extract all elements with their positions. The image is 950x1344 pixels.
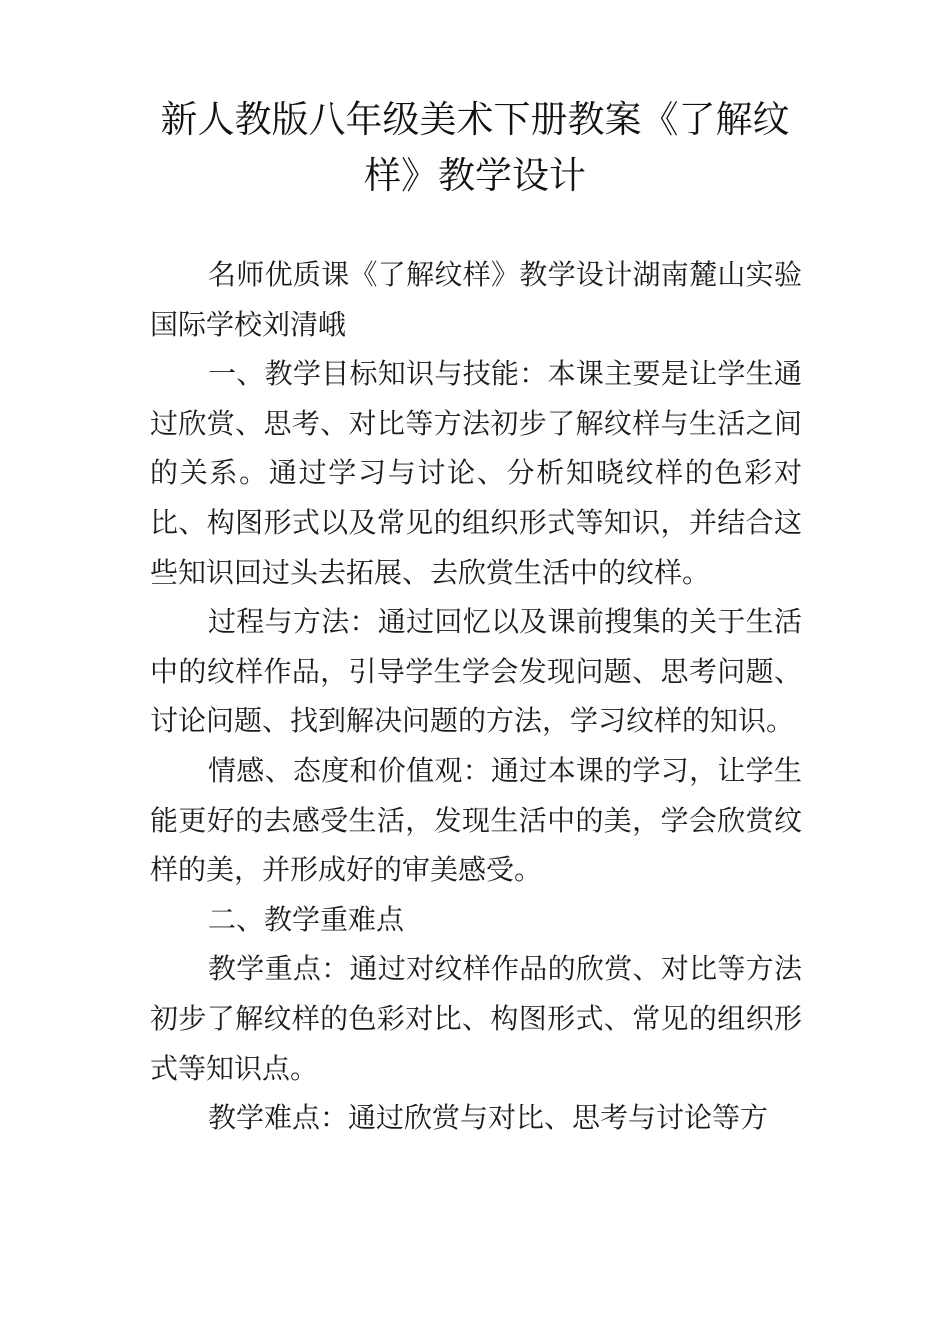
paragraph-author: 名师优质课《了解纹样》教学设计湖南麓山实验国际学校刘清峨 bbox=[150, 258, 802, 341]
paragraph-process-method: 过程与方法：通过回忆以及课前搜集的关于生活中的纹样作品，引导学生学会发现问题、思考问题、讨论问题、找到解决问题的方法，学习纹样的知识。 bbox=[150, 605, 802, 738]
paragraph-difficult-points: 教学难点：通过欣赏与对比、思考与讨论等方 bbox=[208, 1101, 769, 1135]
paragraph-knowledge-skills: 一、教学目标知识与技能：本课主要是让学生通过欣赏、思考、对比等方法初步了解纹样与生活之间的关系。通过学习与讨论、分析知晓纹样的色彩对比、构图形式以及常见的组织形式等知识，并结合这些知识回过头去拓展、去欣赏生活中的纹样。 bbox=[150, 357, 802, 589]
paragraph-emotion-values: 情感、态度和价值观：通过本课的学习，让学生能更好的去感受生活，发现生活中的美，学会欣赏纹样的美，并形成好的审美感受。 bbox=[150, 753, 802, 887]
document-body bbox=[150, 250, 802, 1143]
section-heading-key-difficult: 二、教学重难点 bbox=[208, 902, 405, 936]
paragraph-key-points: 教学重点：通过对纹样作品的欣赏、对比等方法初步了解纹样的色彩对比、构图形式、常见的组织形式等知识点。 bbox=[150, 952, 802, 1085]
document-title: 新人教版八年级美术下册教案《了解纹样》教学设计 bbox=[160, 98, 790, 197]
